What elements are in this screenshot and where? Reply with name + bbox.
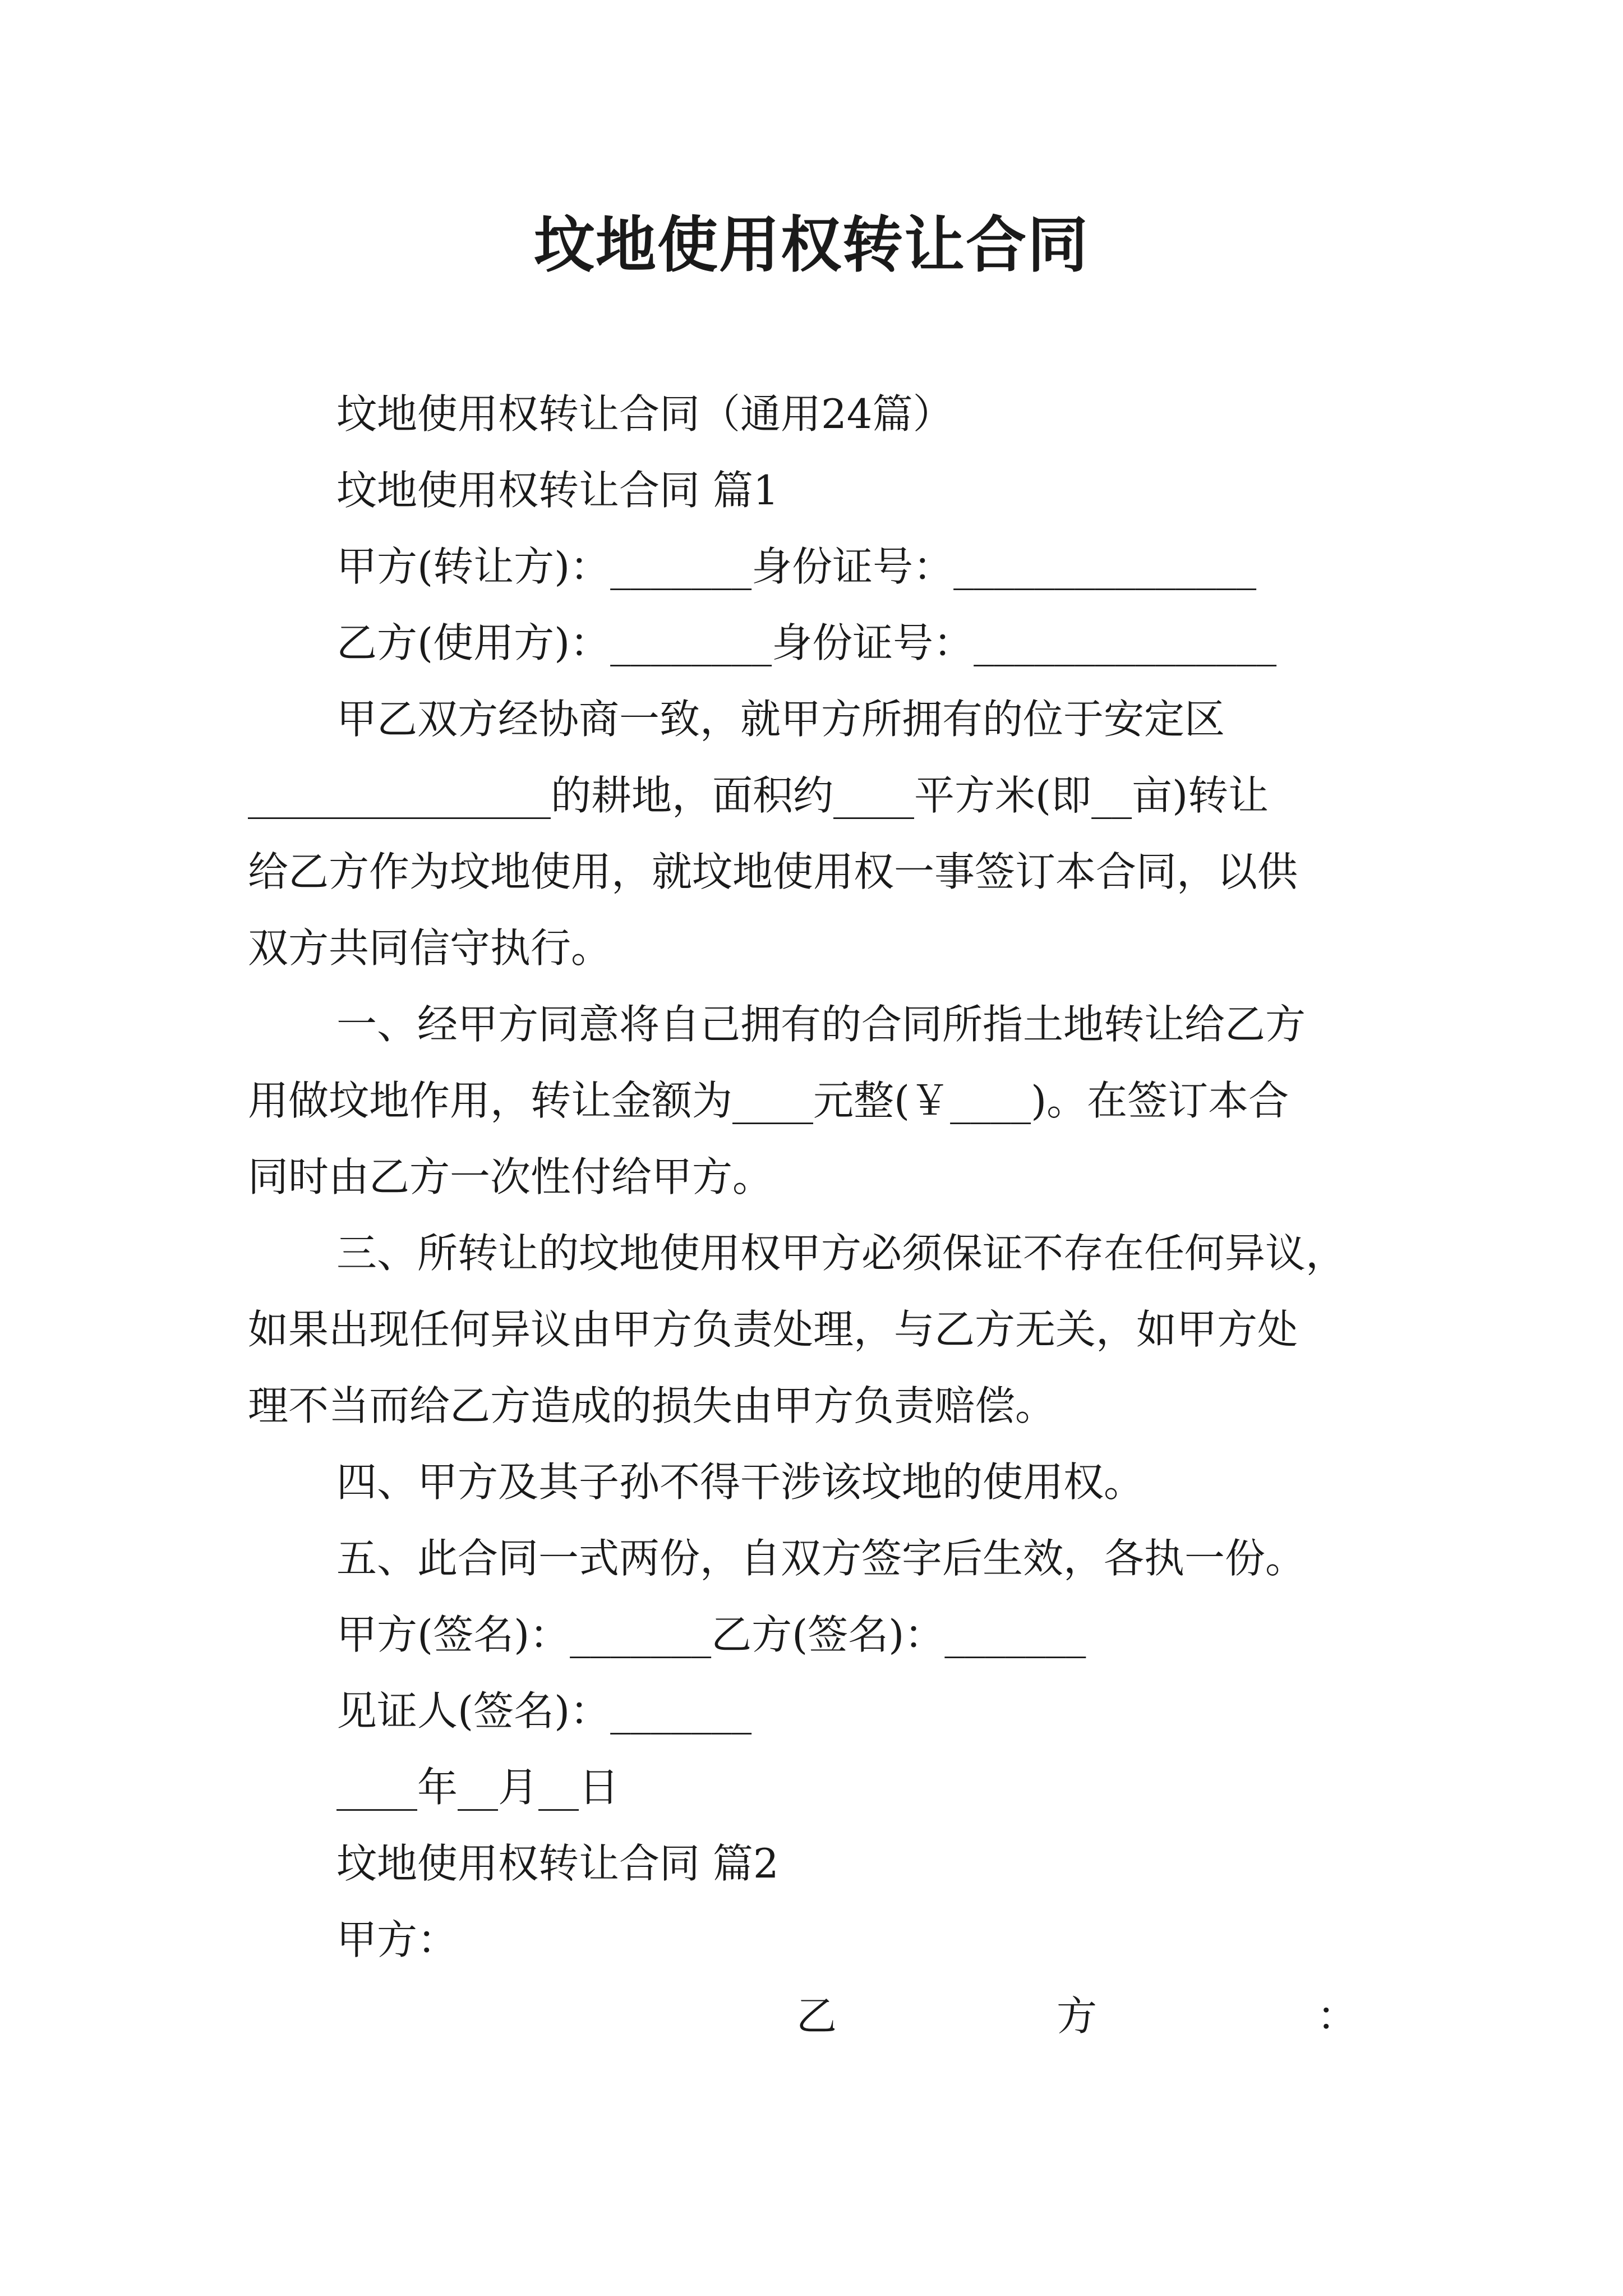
clause-4-line: 四、甲方及其子孙不得干涉该坟地的使用权。 — [336, 1458, 1145, 1506]
date-line: ____年__月__日 — [336, 1764, 620, 1811]
witness-line: 见证人(签名)：_______ — [336, 1687, 752, 1734]
party-a-label: 甲方： — [336, 1916, 458, 1963]
party-b-char-1: 乙 — [796, 1993, 837, 2040]
party-a-line: 甲方(转让方)：_______身份证号：_______________ — [336, 543, 1257, 590]
clause-3-line: 如果出现任何异议由甲方负责处理，与乙方无关，如甲方处 — [248, 1306, 1298, 1353]
party-b-line: 乙方(使用方)：________身份证号：_______________ — [336, 619, 1277, 666]
clause-1-line: 一、经甲方同意将自己拥有的合同所指土地转让给乙方 — [336, 1001, 1306, 1048]
party-b-label-spread — [796, 1978, 1357, 2054]
paragraph-line: 给乙方作为坟地使用，就坟地使用权一事签订本合同，以供 — [248, 848, 1298, 895]
party-b-char-2: 方 — [1056, 1993, 1097, 2040]
subtitle-line: 坟地使用权转让合同（通用24篇） — [336, 390, 953, 438]
clause-1-line: 同时由乙方一次性付给甲方。 — [248, 1153, 773, 1200]
document-title: 坟地使用权转让合同 — [533, 210, 1089, 280]
party-b-char-3: ： — [1316, 1993, 1357, 2040]
clause-3-line: 三、所转让的坟地使用权甲方必须保证不存在任何异议， — [336, 1230, 1347, 1277]
clause-3-line: 理不当而给乙方造成的损失由甲方负责赔偿。 — [248, 1382, 1056, 1429]
section-heading-1: 坟地使用权转让合同 篇1 — [336, 467, 779, 514]
section-heading-2: 坟地使用权转让合同 篇2 — [336, 1840, 779, 1887]
clause-5-line: 五、此合同一式两份，自双方签字后生效，各执一份。 — [336, 1535, 1306, 1582]
paragraph-line: _______________的耕地，面积约____平方米(即__亩)转让 — [248, 772, 1269, 819]
clause-1-line: 用做坟地作用，转让金额为____元整(￥____)。在签订本合 — [248, 1077, 1289, 1124]
paragraph-line: 甲乙双方经协商一致，就甲方所拥有的位于安定区 — [336, 696, 1225, 743]
paragraph-line: 双方共同信守执行。 — [248, 924, 612, 972]
signature-line: 甲方(签名)：_______乙方(签名)：_______ — [336, 1611, 1086, 1658]
